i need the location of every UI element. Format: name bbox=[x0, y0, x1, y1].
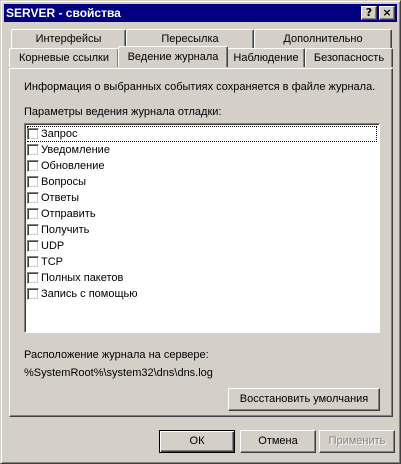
option-label: Полных пакетов bbox=[41, 272, 124, 284]
checkbox[interactable] bbox=[27, 288, 39, 300]
checkbox[interactable] bbox=[27, 144, 39, 156]
option-label: Вопросы bbox=[41, 176, 87, 188]
title-bar bbox=[4, 4, 397, 22]
help-icon: ? bbox=[365, 6, 373, 19]
close-icon: × bbox=[382, 6, 392, 19]
tab-label: Безопасность bbox=[313, 52, 385, 64]
log-location-label: Расположение журнала на сервере: bbox=[24, 349, 209, 361]
checkbox[interactable] bbox=[27, 240, 39, 252]
tab-label: Корневые ссылки bbox=[18, 52, 110, 64]
option-full-packets[interactable] bbox=[27, 270, 377, 286]
checkbox[interactable] bbox=[27, 176, 39, 188]
tab-advanced[interactable] bbox=[254, 29, 392, 48]
option-query[interactable] bbox=[27, 126, 377, 142]
tab-monitoring[interactable] bbox=[227, 48, 305, 67]
debug-options-list[interactable] bbox=[24, 123, 380, 333]
tab-security[interactable] bbox=[305, 48, 393, 67]
tab-label: Интерфейсы bbox=[35, 33, 102, 45]
checkbox[interactable] bbox=[27, 192, 39, 204]
log-location-value: %SystemRoot%\system32\dns\dns.log bbox=[24, 367, 213, 379]
tab-label: Наблюдение bbox=[233, 52, 299, 64]
apply-button[interactable]: Применить bbox=[319, 430, 395, 453]
tab-logging[interactable] bbox=[118, 46, 228, 67]
option-notify[interactable] bbox=[27, 142, 377, 158]
info-text: Информация о выбранных событиях сохраняется в файле журнала. bbox=[24, 81, 376, 93]
tab-interfaces[interactable] bbox=[11, 29, 126, 48]
logging-panel bbox=[9, 68, 393, 417]
option-send[interactable] bbox=[27, 206, 377, 222]
option-label: Запись с помощью bbox=[41, 288, 138, 300]
checkbox[interactable] bbox=[27, 208, 39, 220]
option-write-through[interactable] bbox=[27, 286, 377, 302]
tab-label: Дополнительно bbox=[283, 33, 363, 45]
params-label: Параметры ведения журнала отладки: bbox=[24, 106, 222, 118]
restore-defaults-button[interactable]: Восстановить умолчания bbox=[228, 388, 380, 411]
option-answers[interactable] bbox=[27, 190, 377, 206]
option-label: Отправить bbox=[41, 208, 96, 220]
window-title: SERVER - свойства bbox=[6, 6, 121, 20]
cancel-button[interactable]: Отмена bbox=[240, 430, 316, 453]
checkbox[interactable] bbox=[27, 224, 39, 236]
help-button[interactable] bbox=[361, 6, 377, 20]
option-label: Запрос bbox=[41, 128, 78, 140]
checkbox[interactable] bbox=[27, 256, 39, 268]
option-udp[interactable] bbox=[27, 238, 377, 254]
checkbox[interactable] bbox=[27, 272, 39, 284]
option-label: Уведомление bbox=[41, 144, 110, 156]
checkbox[interactable] bbox=[27, 160, 39, 172]
option-receive[interactable] bbox=[27, 222, 377, 238]
option-questions[interactable] bbox=[27, 174, 377, 190]
option-label: Получить bbox=[41, 224, 90, 236]
tab-root-hints[interactable] bbox=[9, 48, 119, 67]
option-tcp[interactable] bbox=[27, 254, 377, 270]
close-button[interactable] bbox=[379, 6, 395, 20]
option-label: Ответы bbox=[41, 192, 80, 204]
ok-button[interactable]: ОК bbox=[159, 430, 235, 453]
option-update[interactable] bbox=[27, 158, 377, 174]
option-label: UDP bbox=[41, 240, 65, 252]
tab-label: Ведение журнала bbox=[127, 51, 219, 63]
option-label: TCP bbox=[41, 256, 63, 268]
tab-label: Пересылка bbox=[161, 33, 219, 45]
checkbox[interactable] bbox=[27, 128, 39, 140]
option-label: Обновление bbox=[41, 160, 105, 172]
